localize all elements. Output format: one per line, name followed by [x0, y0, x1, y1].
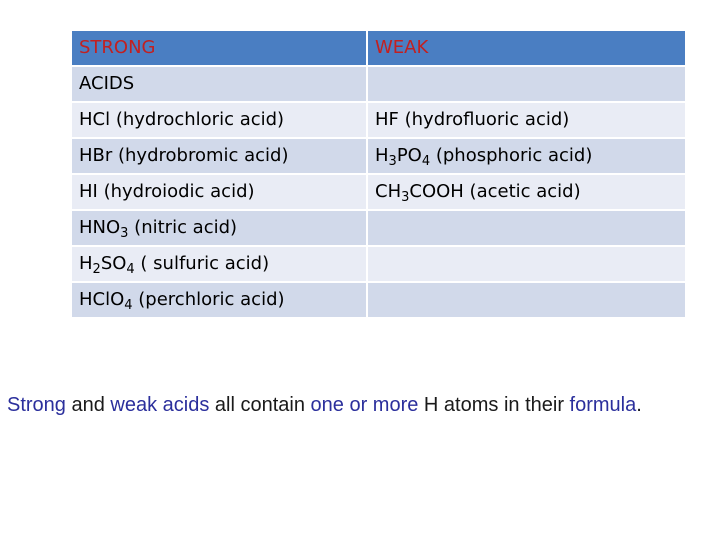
caption-text	[7, 385, 713, 425]
highlighted-term: one or more	[310, 394, 419, 416]
caption-segment: all contain	[209, 394, 311, 416]
text-segment: H	[375, 145, 389, 166]
header-strong: STRONG	[72, 31, 368, 67]
subscript: 4	[126, 262, 135, 277]
weak-acid-cell	[368, 283, 685, 319]
strong-acid-cell	[72, 283, 368, 319]
text-segment: CH	[375, 181, 402, 202]
text-segment: (nitric acid)	[128, 217, 238, 238]
subscript: 3	[120, 226, 129, 241]
weak-acid-cell	[368, 139, 685, 175]
text-segment: (perchloric acid)	[132, 289, 285, 310]
highlighted-term: formula	[569, 394, 637, 416]
text-segment: ( sulfuric acid)	[134, 253, 270, 274]
strong-acid-cell	[72, 103, 368, 139]
strong-acid-cell	[72, 211, 368, 247]
text-segment: (phosphoric acid)	[430, 145, 593, 166]
weak-acid-cell	[368, 103, 685, 139]
subscript: 4	[124, 298, 133, 313]
text-segment: HBr (hydrobromic acid)	[79, 145, 289, 166]
strong-acid-cell	[72, 175, 368, 211]
strong-acid-cell	[72, 139, 368, 175]
table-row	[72, 211, 685, 247]
weak-acid-cell	[368, 67, 685, 103]
weak-acid-cell	[368, 211, 685, 247]
acid-table	[72, 31, 685, 319]
strong-acid-cell	[72, 67, 368, 103]
caption-segment: H atoms in their	[418, 394, 570, 416]
table-row	[72, 67, 685, 103]
text-segment: HF (hydrofluoric acid)	[375, 109, 570, 130]
text-segment: COOH (acetic acid)	[409, 181, 581, 202]
weak-acid-cell	[368, 247, 685, 283]
text-segment: PO	[396, 145, 422, 166]
header-weak: WEAK	[368, 31, 685, 67]
text-segment: H	[79, 253, 93, 274]
subscript: 3	[388, 154, 397, 169]
weak-acid-cell	[368, 175, 685, 211]
highlighted-term: Strong	[7, 394, 66, 416]
text-segment: HI (hydroiodic acid)	[79, 181, 255, 202]
text-segment: HCl (hydrochloric acid)	[79, 109, 285, 130]
text-segment: ACIDS	[79, 73, 135, 94]
caption-segment: and	[65, 394, 111, 416]
text-segment: HNO	[79, 217, 121, 238]
table-row	[72, 139, 685, 175]
text-segment: HClO	[79, 289, 125, 310]
highlighted-term: weak acids	[110, 394, 210, 416]
text-segment: SO	[100, 253, 127, 274]
table-row	[72, 283, 685, 319]
subscript: 3	[401, 190, 410, 205]
table-header-row	[72, 31, 685, 67]
subscript: 2	[92, 262, 101, 277]
table-row	[72, 103, 685, 139]
table-row	[72, 247, 685, 283]
subscript: 4	[421, 154, 431, 169]
strong-acid-cell	[72, 247, 368, 283]
caption-segment: .	[636, 394, 642, 416]
table-row	[72, 175, 685, 211]
